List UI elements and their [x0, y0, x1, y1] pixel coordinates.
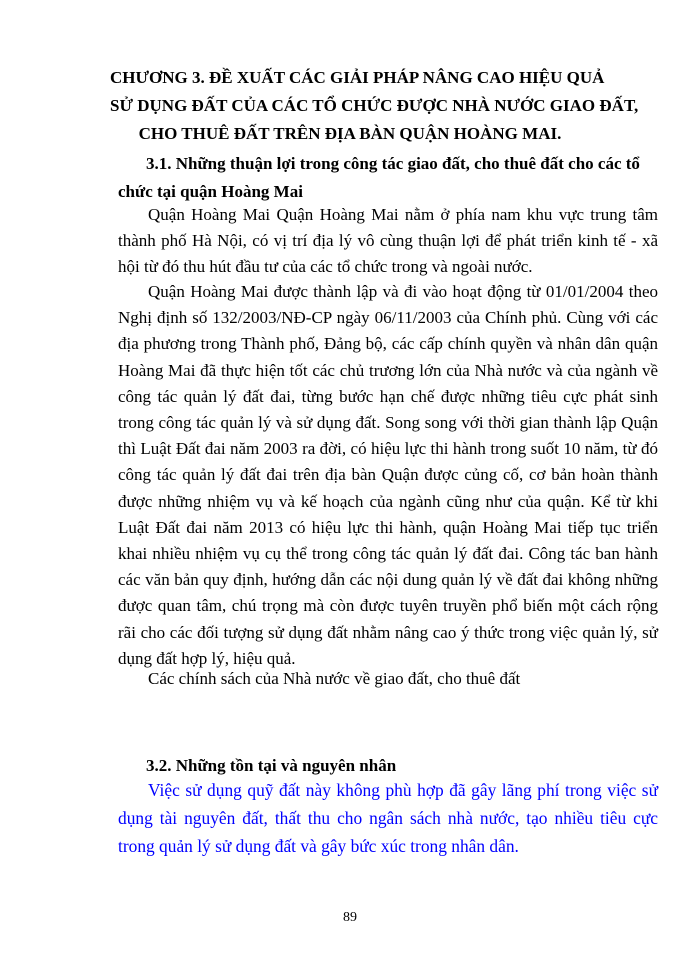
chapter-title — [110, 64, 639, 148]
section-1-heading — [118, 150, 658, 206]
chapter-title-line-2: SỬ DỤNG ĐẤT CỦA CÁC TỔ CHỨC ĐƯỢC NHÀ NƯỚC GIAO ĐẤT, — [110, 96, 639, 115]
section-1-paragraph-1: Quận Hoàng Mai Quận Hoàng Mai nằm ở phía nam khu vực trung tâm thành phố Hà Nội, có vị trí địa lý vô cùng thuận lợi để phát triển kinh tế - xã hội từ đó thu hút đầu tư của các tổ chức trong và ngoài nước. — [118, 205, 658, 277]
section-1-heading-line-1: 3.1. Những thuận lợi trong công tác giao đất, cho thuê đất cho các tổ — [146, 154, 640, 173]
section-2-heading: 3.2. Những tồn tại và nguyên nhân — [146, 756, 397, 775]
chapter-title-line-1: CHƯƠNG 3. ĐỀ XUẤT CÁC GIẢI PHÁP NÂNG CAO HIỆU QUẢ — [110, 68, 605, 87]
section-1-paragraph-2: Quận Hoàng Mai được thành lập và đi vào hoạt động từ 01/01/2004 theo Nghị định số 132/2003/NĐ-CP ngày 06/11/2003 của Chính phủ. Cùng với các địa phương trong Thành phố, Đảng bộ, các cấp chính quyền và nhân dân quận Hoàng Mai đã thực hiện tốt các chủ trương lớn của Nhà nước và của ngành về công tác quản lý đất đai, từng bước hạn chế được những tiêu cực phát sinh trong công tác quản lý và sử dụng đất. Song song với thời gian thành lập Quận thì Luật Đất đai năm 2003 ra đời, có hiệu lực thi hành trong suốt 10 năm, từ đó công tác quản lý đất đai trên địa bàn Quận được củng cố, cơ bản hoàn thành được những nhiệm vụ và kế hoạch của ngành cũng như của quận. Kể từ khi Luật Đất đai năm 2013 có hiệu lực thi hành, quận Hoàng Mai tiếp tục triển khai nhiều nhiệm vụ cụ thể trong công tác quản lý đất đai. Công tác ban hành các văn bản quy định, hướng dẫn các nội dung quản lý về đất đai không những được quan tâm, chú trọng mà còn được tuyên truyền phổ biến một cách rộng rãi cho các đối tượng sử dụng đất nhằm nâng cao ý thức trong việc quản lý, sử dụng đất hợp lý, hiệu quả. — [118, 282, 658, 668]
section-1-heading-line-2: chức tại quận Hoàng Mai — [118, 182, 303, 201]
section-1-paragraph-3: Các chính sách của Nhà nước về giao đất, cho thuê đất — [148, 669, 521, 688]
chapter-title-line-3: CHO THUÊ ĐẤT TRÊN ĐỊA BÀN QUẬN HOÀNG MAI. — [138, 124, 562, 143]
page-number: 89 — [343, 910, 357, 925]
section-2-paragraph-1: Việc sử dụng quỹ đất này không phù hợp đã gây lãng phí trong việc sử dụng tài nguyên đất, thất thu cho ngân sách nhà nước, tạo nhiều tiêu cực trong quản lý sử dụng đất và gây bức xúc trong nhân dân. — [118, 780, 658, 856]
